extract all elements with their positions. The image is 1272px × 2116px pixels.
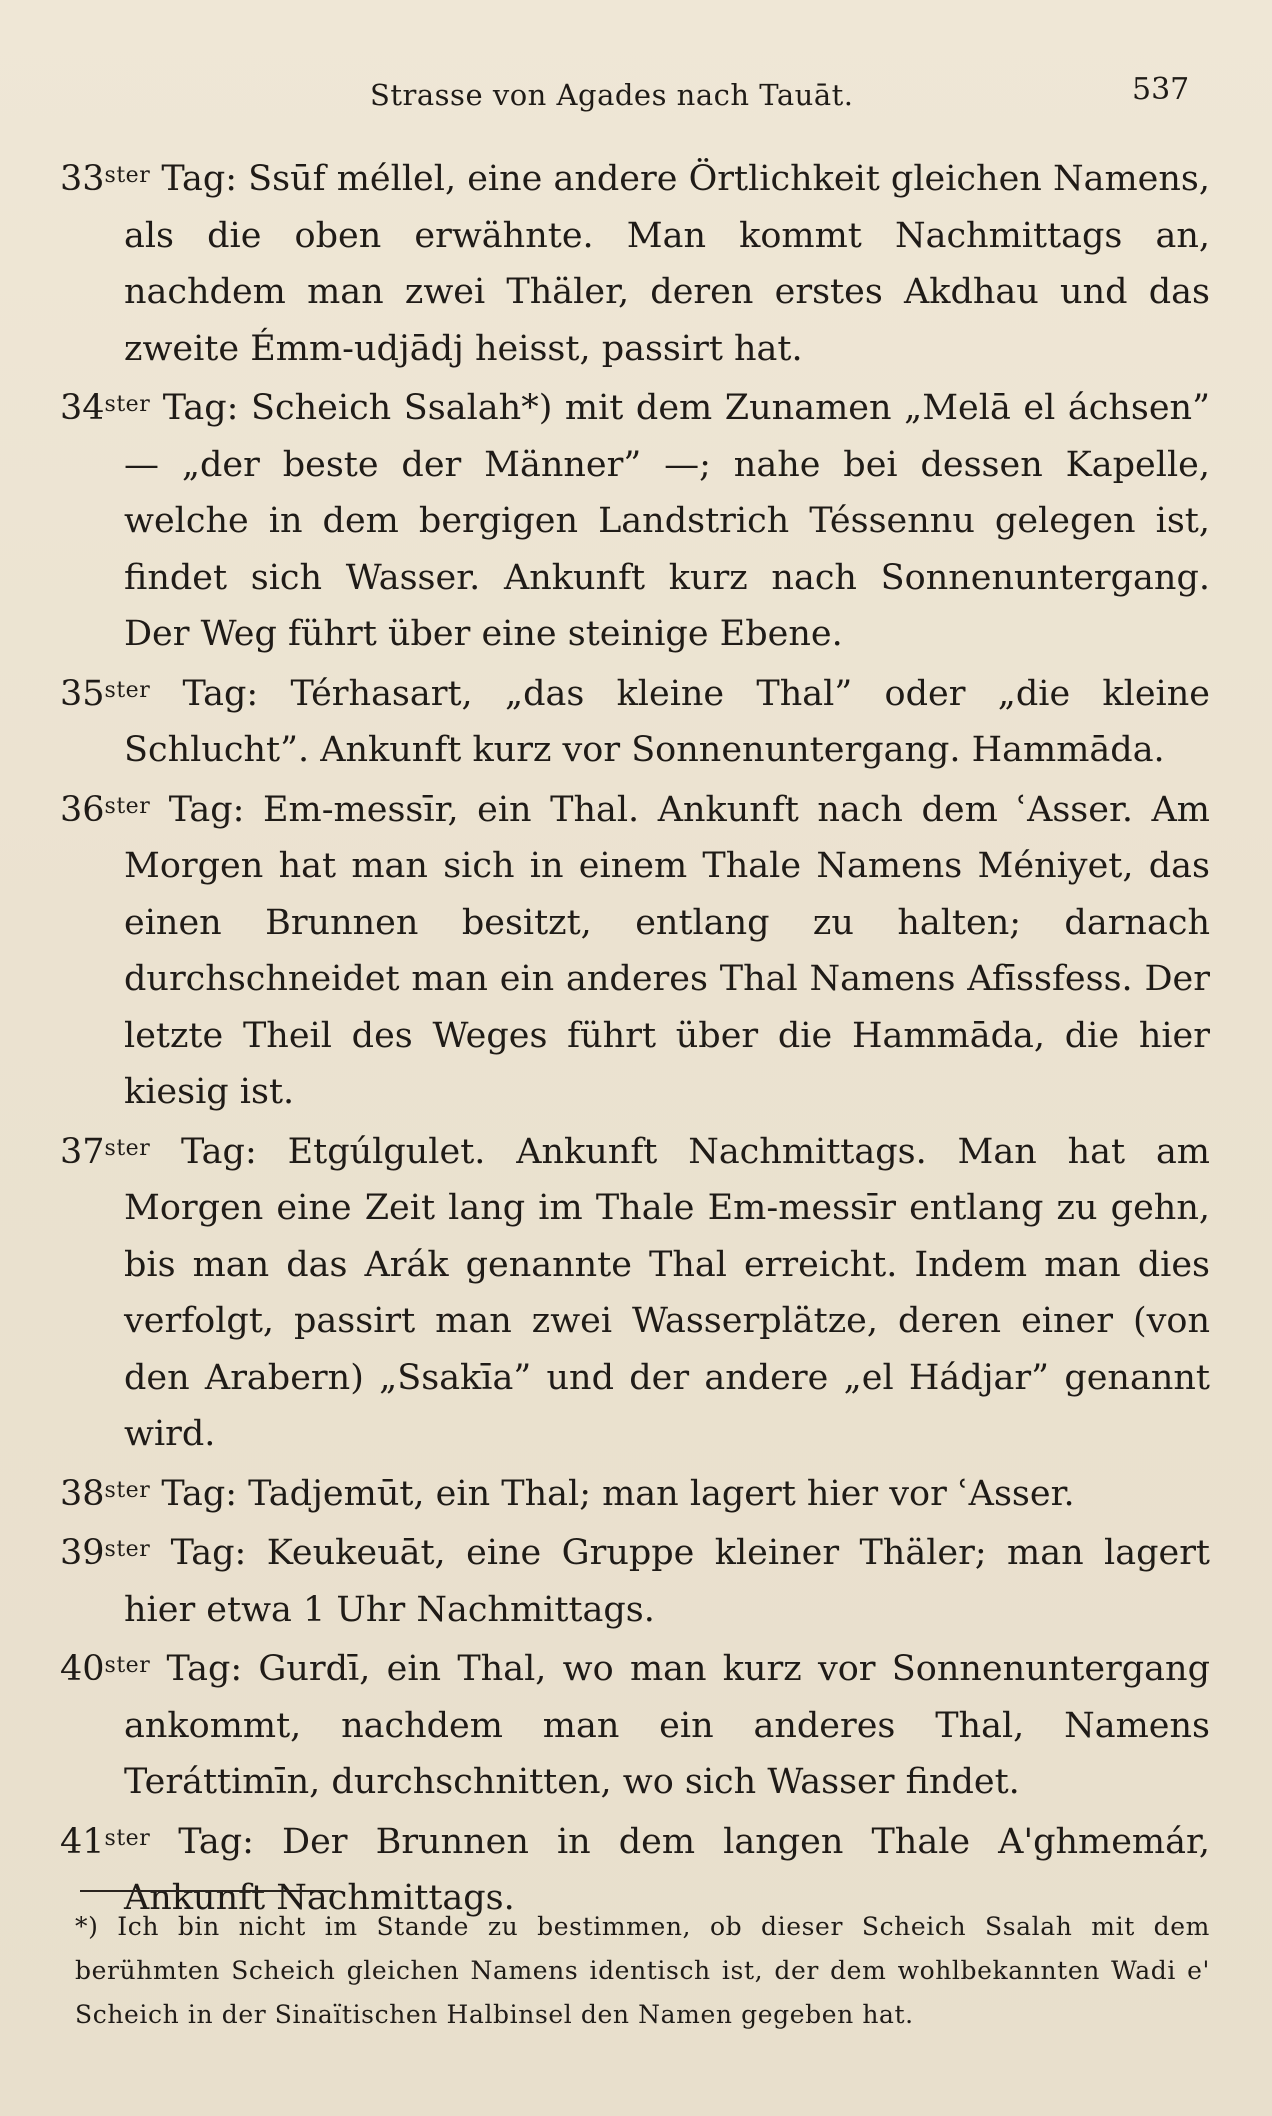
- day-entry: [60, 1463, 1210, 1523]
- day-suffix: ster: [104, 1135, 151, 1161]
- day-suffix: ster: [104, 392, 151, 417]
- day-entry: [60, 148, 1210, 377]
- day-number: 33: [60, 159, 105, 199]
- day-suffix: ster: [104, 677, 151, 703]
- day-suffix: ster: [104, 1477, 151, 1503]
- entry-text: Tag: Ssūf méllel, eine andere Örtlichkeit gleichen Namens, als die oben erwähnte. Man kommt Nachmittags an, nachdem man zwei Thäler, deren erstes Akdhau und das zweite Émm-udjādj heisst, passirt hat.: [124, 159, 1210, 369]
- day-entry: [60, 779, 1210, 1121]
- day-entry: [60, 1121, 1210, 1463]
- day-number: 35: [60, 673, 105, 714]
- day-number: 36: [60, 789, 105, 830]
- running-head: Strasse von Agades nach Tauāt.: [370, 78, 854, 112]
- page-number: 537: [1132, 72, 1190, 107]
- entry-text: Tag: Tadjemūt, ein Thal; man lagert hier vor ʿAsser.: [150, 1473, 1075, 1514]
- day-suffix: ster: [104, 1825, 151, 1851]
- day-entry: [60, 1522, 1210, 1638]
- day-number: 34: [60, 388, 105, 428]
- entry-text: Tag: Térhasart, „das kleine Thal” oder „die kleine Schlucht”. Ankunft kurz vor Sonnenuntergang. Hammāda.: [124, 673, 1210, 770]
- footnote: *) Ich bin nicht im Stande zu bestimmen, ob dieser Scheich Ssalah mit dem berühmten Scheich gleichen Namens identisch ist, der dem wohlbekannten Wadi e' Scheich in der Sinaïtischen Halbinsel den Namen gegeben hat.: [75, 1912, 1210, 2029]
- page-header: [0, 72, 1272, 122]
- entry-text: Tag: Gurdī, ein Thal, wo man kurz vor Sonnenuntergang ankommt, nachdem man ein anderes Thal, Namens Teráttimīn, durchschnitten, wo sich Wasser findet.: [124, 1649, 1210, 1802]
- entry-text: Tag: Scheich Ssalah*) mit dem Zunamen „Melā el áchsen” — „der beste der Männer” —; nahe bei dessen Kapelle, welche in dem bergigen Landstrich Téssennu gelegen ist, findet sich Wasser. Ankunft kurz nach Sonnenuntergang. Der Weg führt über eine steinige Ebene.: [124, 388, 1210, 654]
- entry-text: Tag: Em-messīr, ein Thal. Ankunft nach dem ʿAsser. Am Morgen hat man sich in einem Thale Namens Méniyet, das einen Brunnen besitzt, entlang zu halten; darnach durchschneidet man ein anderes Thal Namens Afīssfess. Der letzte Theil des Weges führt über die Hammāda, die hier kiesig ist.: [124, 789, 1210, 1112]
- day-number: 41: [60, 1821, 105, 1862]
- day-number: 37: [60, 1131, 105, 1172]
- day-entry: [60, 663, 1210, 779]
- day-entry: [60, 1638, 1210, 1811]
- entry-text: Tag: Keukeuāt, eine Gruppe kleiner Thäler; man lagert hier etwa 1 Uhr Nachmittags.: [124, 1533, 1210, 1630]
- day-number: 40: [60, 1649, 105, 1689]
- day-entry: [60, 377, 1210, 663]
- entry-text: Tag: Der Brunnen in dem langen Thale A'ghmemár, Ankunft Nachmittags.: [124, 1821, 1210, 1918]
- day-suffix: ster: [104, 1537, 151, 1562]
- day-suffix: ster: [104, 163, 151, 188]
- day-number: 38: [60, 1473, 105, 1514]
- entry-text: Tag: Etgúlgulet. Ankunft Nachmittags. Man hat am Morgen eine Zeit lang im Thale Em-messīr entlang zu gehn, bis man das Arák genannte Thal erreicht. Indem man dies verfolgt, passirt man zwei Wasserplätze, deren einer (von den Arabern) „Ssakīa” und der andere „el Hádjar” genannt wird.: [124, 1131, 1210, 1454]
- day-suffix: ster: [104, 793, 151, 819]
- day-number: 39: [60, 1533, 105, 1573]
- day-entries: [60, 148, 1210, 1927]
- footnote-rule: [80, 1890, 334, 1892]
- day-suffix: ster: [104, 1653, 151, 1678]
